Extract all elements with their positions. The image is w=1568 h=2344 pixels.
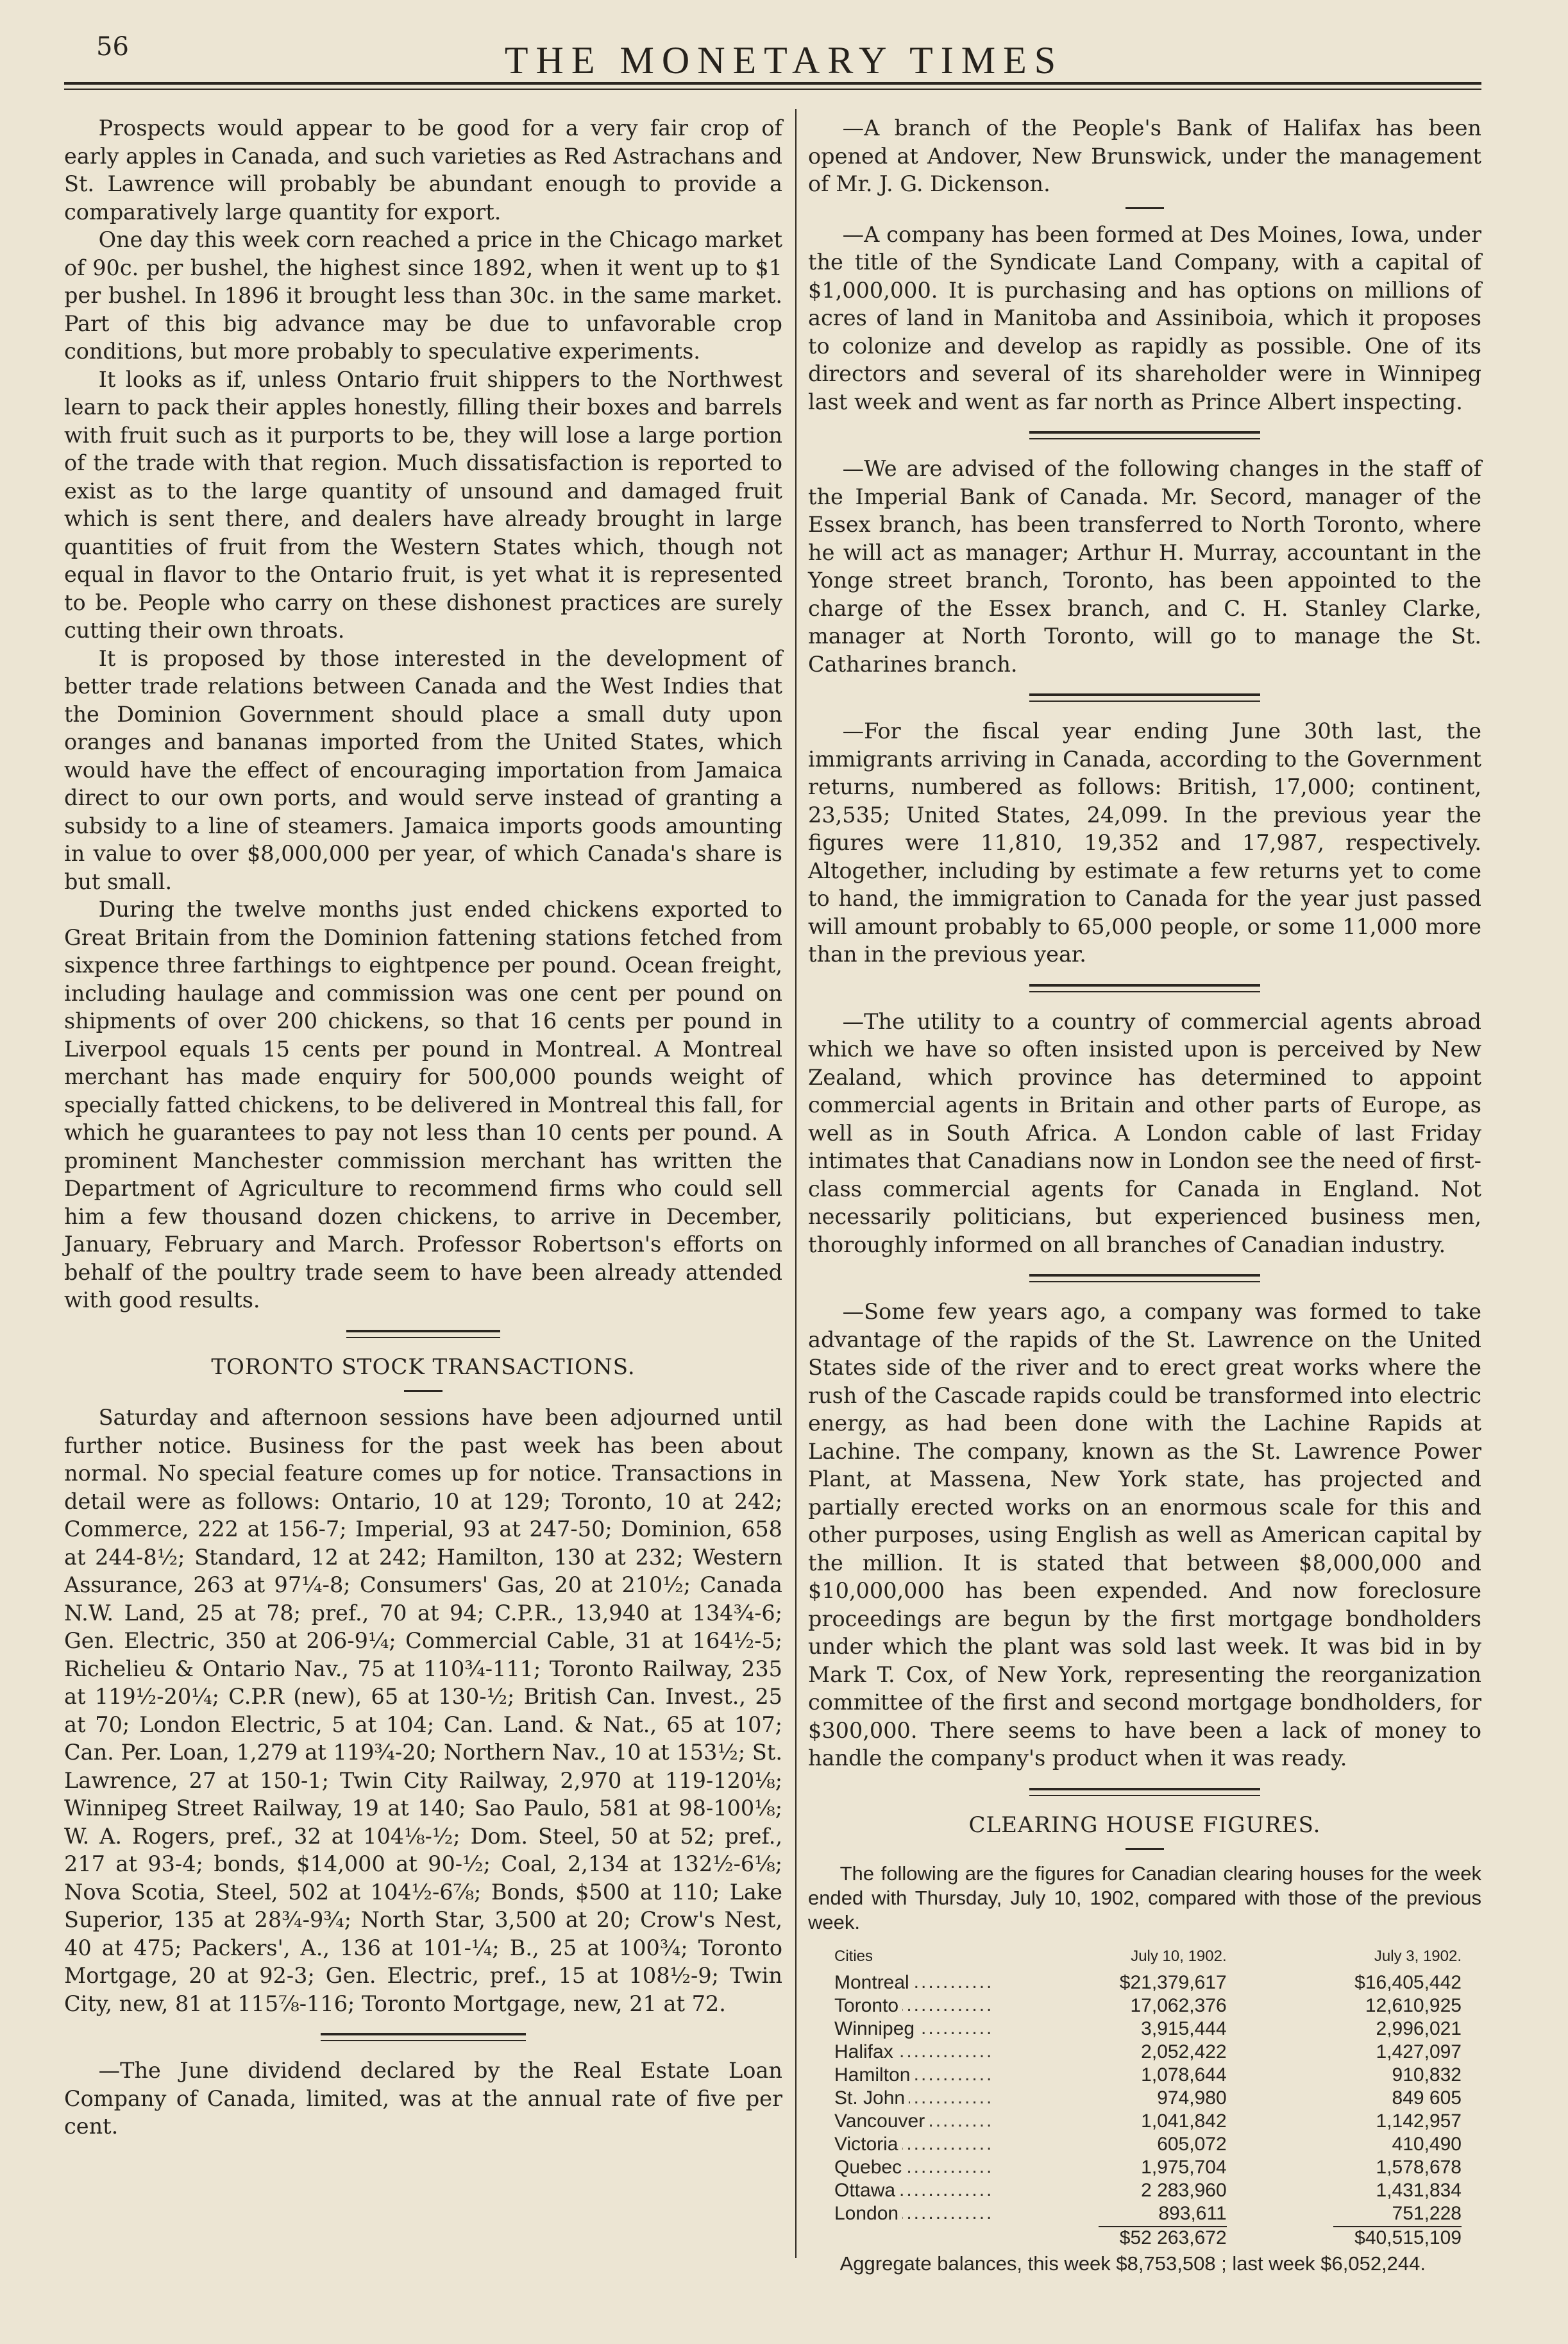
previous-value: 751,228: [1392, 2203, 1462, 2224]
city-name: Victoria: [834, 2134, 902, 2155]
previous-value: 410,490: [1392, 2134, 1462, 2155]
section-separator: [1125, 207, 1164, 209]
article-paragraph: —The utility to a country of commercial agents abroad which we have so often insisted upon is perceived by New Zealand, which province has determined to appoint commercial agents in Britain and other parts of Europe, as well as in South Africa. A London cable of last Friday intimates that Canadians now in London see the need of first-class commercial agents for Canada in England. Not necessarily politicians, but experienced business men, thoroughly informed on all branches of Canadian industry.: [808, 1008, 1481, 1257]
section-separator: [1029, 693, 1260, 702]
city-name: Halifax: [834, 2041, 897, 2062]
previous-value: 12,610,925: [1365, 1995, 1462, 2016]
table-row: [834, 2202, 1462, 2225]
city-name: Winnipeg: [834, 2018, 918, 2039]
previous-week-header: July 3, 1902.: [1374, 1948, 1462, 1965]
current-value: 605,072: [1157, 2134, 1227, 2155]
total-previous: $40,515,109: [1354, 2227, 1462, 2248]
previous-value: 1,578,678: [1376, 2157, 1462, 2178]
article-paragraph: —Some few years ago, a company was formed to take advantage of the rapids of the St. Lawrence on the United States side of the river and to erect great works where the rush of the Cascade rapids could be transformed into electric energy, as had been done with the Lachine Rapids at Lachine. The company, known as the St. Lawrence Power Plant, at Massena, New York state, has projected and partially erected works on an enormous scale for this and other purposes, using English as well as American capital by the million. It is stated that between $8,000,000 and $10,000,000 has been expended. And now foreclosure proceedings are begun by the first mortgage bondholders under which the plant was sold last week. It was bid in by Mark T. Cox, of New York, representing the reorganization committee of the first and second mortgage bondholders, for $300,000. There seems to have been a lack of money to handle the company's product when it was ready.: [808, 1299, 1481, 1771]
article-paragraph: —We are advised of the following changes in the staff of the Imperial Bank of Canada. Mr. Secord, manager of the Essex branch, has been transferred to North Toronto, where he will act as manager; Arthur H. Murray, accountant in the Yonge street branch, Toronto, has been appointed to the charge of the Essex branch, and C. H. Stanley Clarke, manager at North Toronto, will go to manage the St. Catharines branch.: [808, 456, 1481, 677]
dividend-text: —The June dividend declared by the Real Estate Loan Company of Canada, limited, was at the annual rate of five per cent.: [64, 2058, 782, 2139]
current-value: 2,052,422: [1141, 2041, 1227, 2062]
clearing-table: [834, 1945, 1462, 2250]
table-row: [834, 2064, 1462, 2087]
previous-value: 910,832: [1392, 2064, 1462, 2085]
previous-value: 1,427,097: [1376, 2041, 1462, 2062]
city-name: Vancouver: [834, 2110, 929, 2132]
header-rule: [64, 82, 1481, 85]
previous-value: 849 605: [1392, 2087, 1462, 2109]
table-row: [834, 2041, 1462, 2064]
page-number: 56: [96, 32, 129, 62]
stock-heading: TORONTO STOCK TRANSACTIONS.: [211, 1354, 636, 1380]
previous-value: 1,142,957: [1376, 2110, 1462, 2132]
section-separator: [1029, 984, 1260, 992]
current-value: 893,611: [1158, 2203, 1227, 2224]
table-header-row: [834, 1945, 1462, 1971]
current-value: 17,062,376: [1130, 1995, 1227, 2016]
table-row: [834, 2110, 1462, 2133]
previous-value: 1,431,834: [1376, 2180, 1462, 2201]
table-row: [834, 1994, 1462, 2017]
current-value: 2 283,960: [1141, 2180, 1227, 2201]
clearing-intro: The following are the figures for Canadian clearing houses for the week ended with Thursday, July 10, 1902, compared with those of the previous week.: [808, 1862, 1481, 1933]
article-paragraph: It looks as if, unless Ontario fruit shippers to the Northwest learn to pack their apples honestly, filling their boxes and barrels with fruit such as it purports to be, they will lose a large portion of the trade with that region. Much dissatisfaction is reported to exist as to the large quantity of unsound and damaged fruit which is sent there, and dealers have already brought in large quantities of fruit from the Western States which, though not equal in flavor to the Ontario fruit, is yet what it is represented to be. People who carry on these dishonest practices are surely cutting their own throats.: [64, 366, 782, 643]
current-value: 1,041,842: [1141, 2110, 1227, 2132]
article-paragraph: —A branch of the People's Bank of Halifax has been opened at Andover, New Brunswick, under the management of Mr. J. G. Dickenson.: [808, 115, 1481, 196]
city-name: Toronto: [834, 1995, 902, 2016]
article-paragraph: —A company has been formed at Des Moines, Iowa, under the title of the Syndicate Land Company, with a capital of $1,000,000. It is purchasing and has options on millions of acres of land in Manitoba and Assiniboia, which it proposes to colonize and develop as rapidly as possible. One of its directors and several of its shareholder were in Winnipeg last week and went as far north as Prince Albert inspecting.: [808, 221, 1481, 414]
header-rule-thin: [64, 89, 1481, 90]
current-value: 3,915,444: [1141, 2018, 1227, 2039]
current-value: 974,980: [1157, 2087, 1227, 2109]
article-paragraph: During the twelve months just ended chickens exported to Great Britain from the Dominion fattening stations fetched from sixpence three farthings to eightpence per pound. Ocean freight, including haulage and commission was one cent per pound on shipments of over 200 chickens, so that 16 cents per pound in Liverpool equals 15 cents per pound in Montreal. A Montreal merchant has made enquiry for 500,000 pounds weight of specially fatted chickens, to be delivered in Montreal this fall, for which he guarantees to pay not less than 10 cents per pound. A prominent Manchester commission merchant has written the Department of Agriculture to recommend firms who could sell him a few thousand dozen chickens, to arrive in December, January, February and March. Professor Robertson's efforts on behalf of the poultry trade seem to have been already attended with good results.: [64, 897, 782, 1312]
table-row: [834, 2179, 1462, 2202]
masthead-title: THE MONETARY TIMES: [504, 39, 1064, 81]
previous-value: $16,405,442: [1354, 1972, 1462, 1993]
aggregate-balances: Aggregate balances, this week $8,753,508 ; last week $6,052,244.: [839, 2252, 1426, 2275]
table-row: [834, 2133, 1462, 2156]
previous-value: 2,996,021: [1376, 2018, 1462, 2039]
table-row: [834, 2087, 1462, 2110]
section-separator: [1029, 431, 1260, 439]
city-name: London: [834, 2203, 902, 2224]
city-name: Montreal: [834, 1972, 913, 1993]
heading-dash: [404, 1390, 443, 1392]
cities-header: Cities: [834, 1948, 873, 1965]
article-paragraph: Prospects would appear to be good for a very fair crop of early apples in Canada, and such varieties as Red Astrachans and St. Lawrence will probably be abundant enough to provide a comparatively large quantity for export.: [64, 115, 782, 225]
right-column: [808, 114, 1481, 2278]
total-current: $52 263,672: [1119, 2227, 1227, 2248]
current-value: $21,379,617: [1119, 1972, 1227, 1993]
table-row: [834, 2017, 1462, 2041]
article-paragraph: It is proposed by those interested in the development of better trade relations between Canada and the West Indies that the Dominion Government should place a small duty upon oranges and bananas imported from the United States, which would have the effect of encouraging importation from Jamaica direct to our own ports, and would serve instead of granting a subsidy to a line of steamers. Jamaica imports goods amounting in value to over $8,000,000 per year, of which Canada's share is but small.: [64, 645, 782, 894]
city-name: Quebec: [834, 2157, 906, 2178]
city-name: St. John: [834, 2087, 909, 2109]
article-paragraph: One day this week corn reached a price in the Chicago market of 90c. per bushel, the highest since 1892, when it went up to $1 per bushel. In 1896 it brought less than 30c. in the same market. Part of this big advance may be due to unfavorable crop conditions, but more probably to speculative experiments.: [64, 227, 782, 364]
city-name: Ottawa: [834, 2180, 899, 2201]
section-separator: [321, 2033, 526, 2041]
city-name: Hamilton: [834, 2064, 914, 2085]
table-row: [834, 2156, 1462, 2179]
current-value: 1,078,644: [1141, 2064, 1227, 2085]
current-value: 1,975,704: [1141, 2157, 1227, 2178]
current-week-header: July 10, 1902.: [1131, 1948, 1227, 1965]
left-column: [64, 114, 782, 2141]
section-separator: [1029, 1274, 1260, 1282]
clearing-heading: CLEARING HOUSE FIGURES.: [968, 1812, 1321, 1838]
section-separator: [1029, 1788, 1260, 1796]
section-separator: [346, 1330, 500, 1338]
stock-transactions-text: Saturday and afternoon sessions have been adjourned until further notice. Business for the past week has been about normal. No special feature comes up for notice. Transactions in detail were as follows: Ontario, 10 at 129; Toronto, 10 at 242; Commerce, 222 at 156-7; Imperial, 93 at 247-50; Dominion, 658 at 244-8½; Standard, 12 at 242; Hamilton, 130 at 232; Western Assurance, 263 at 97¼-8; Consumers' Gas, 20 at 210½; Canada N.W. Land, 25 at 78; pref., 70 at 94; C.P.R., 13,940 at 134¾-6; Gen. Electric, 350 at 206-9¼; Commercial Cable, 31 at 164½-5; Richelieu & Ontario Nav., 75 at 110¾-111; Toronto Railway, 235 at 119½-20¼; C.P.R (new), 65 at 130-½; British Can. Invest., 25 at 70; London Electric, 5 at 104; Can. Land. & Nat., 65 at 107; Can. Per. Loan, 1,279 at 119¾-20; Northern Nav., 10 at 153½; St. Lawrence, 27 at 150-1; Twin City Railway, 2,970 at 119-120⅛; Winnipeg Street Railway, 19 at 140; Sao Paulo, 581 at 98-100⅛; W. A. Rogers, pref., 32 at 104⅛-½; Dom. Steel, 50 at 52; pref., 217 at 93-4; bonds, $14,000 at 90-½; Coal, 2,134 at 132½-6⅛; Nova Scotia, Steel, 502 at 104½-6⅞; Bonds, $500 at 110; Lake Superior, 135 at 28¾-9¾; North Star, 3,500 at 20; Crow's Nest, 40 at 475; Packers', A., 136 at 101-¼; B., 25 at 100¾; Toronto Mortgage, 20 at 92-3; Gen. Electric, pref., 15 at 108½-9; Twin City, new, 81 at 115⅞-116; Toronto Mortgage, new, 21 at 72.: [64, 1405, 782, 2016]
table-row: [834, 1971, 1462, 1994]
table-total-row: [834, 2225, 1462, 2250]
heading-dash: [1125, 1848, 1164, 1850]
article-paragraph: —For the fiscal year ending June 30th last, the immigrants arriving in Canada, according to the Government returns, numbered as follows: British, 17,000; continent, 23,535; United States, 24,099. In the previous year the figures were 11,810, 19,352 and 17,987, respectively. Altogether, including by estimate a few returns yet to come to hand, the immigration to Canada for the year just passed will amount probably to 65,000 people, or some 11,000 more than in the previous year.: [808, 718, 1481, 967]
column-divider: [795, 109, 797, 2258]
